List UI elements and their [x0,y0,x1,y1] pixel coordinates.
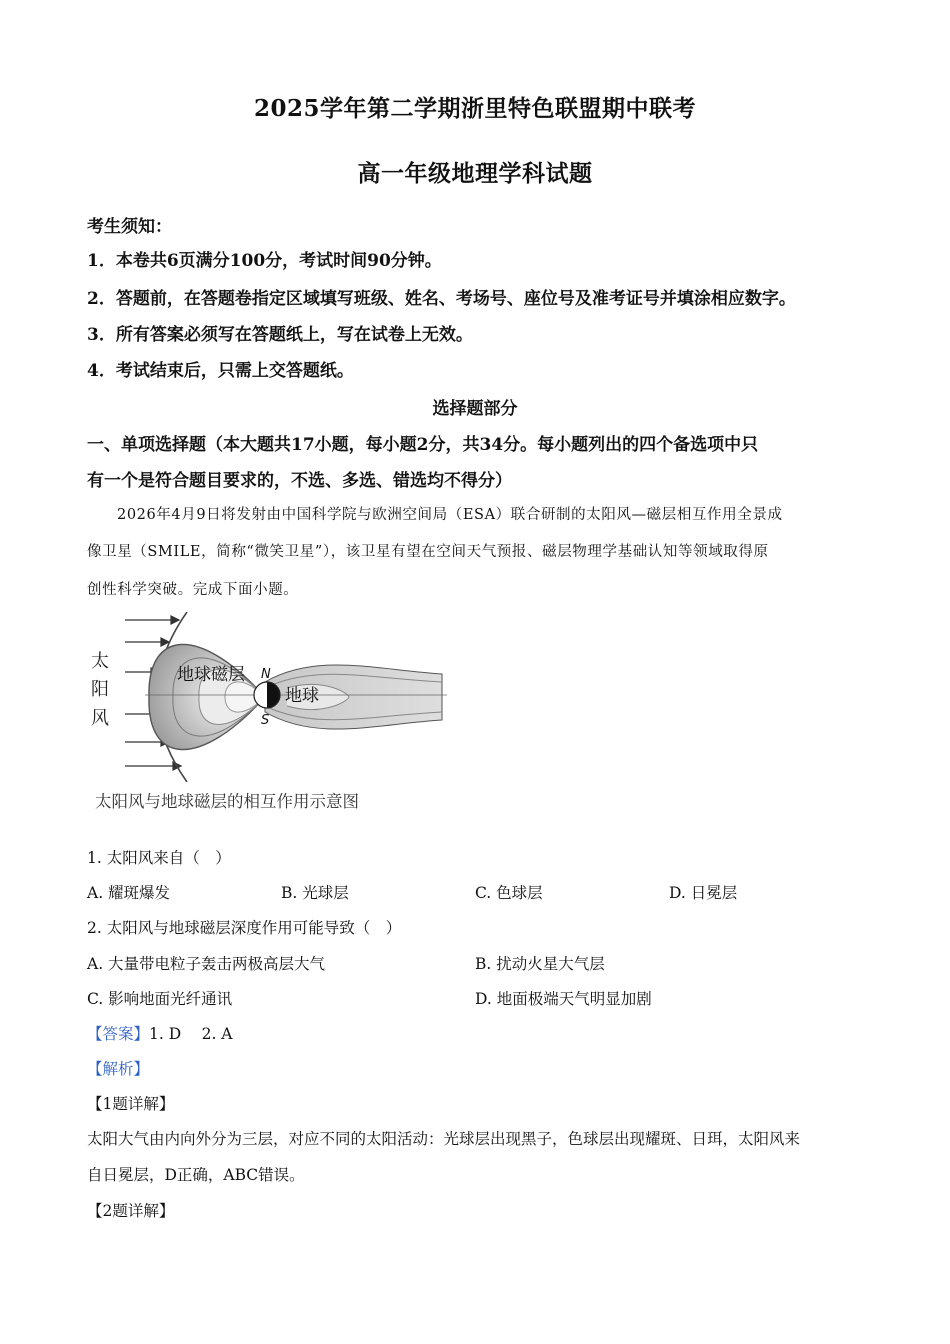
solar-wind-label: 风 [91,708,109,729]
analysis-text: 太阳大气由内向外分为三层，对应不同的太阳活动：光球层出现黑子，色球层出现耀斑、日珥，太阳风来 [87,1130,801,1148]
passage-line: 2026年4月9日将发射由中国科学院与欧洲空间局（ESA）联合研制的太阳风—磁层相互作用全景成 [117,507,783,523]
earth-label: 地球 [285,686,319,706]
magnetosphere-label: 地球磁层 [177,665,245,685]
notice-item: 4．考试结束后，只需上交答题纸。 [87,361,354,381]
q2-detail-heading: 【2题详解】 [87,1202,175,1220]
south-label: S [261,713,270,728]
passage-line: 像卫星（SMILE，简称“微笑卫星”），该卫星有望在空间天气预报、磁层物理学基础认知等领域取得原 [87,544,769,560]
section-title: 选择题部分 [432,399,518,419]
question-option: B. 光球层 [281,884,349,902]
notice-item: 3．所有答案必须写在答题纸上，写在试卷上无效。 [87,325,473,345]
question-option: C. 色球层 [475,884,543,902]
section-instruction: 一、单项选择题（本大题共17小题，每小题2分，共34分。每小题列出的四个备选项中只 [87,435,759,455]
passage-line: 创性科学突破。完成下面小题。 [87,582,299,598]
figure-caption: 太阳风与地球磁层的相互作用示意图 [95,792,359,811]
question-option: B. 扰动火星大气层 [475,955,605,973]
answer-text: 1. D 2. A [149,1025,233,1043]
question-option: D. 地面极端天气明显加剧 [475,990,652,1008]
section-instruction: 有一个是符合题目要求的，不选、多选、错选均不得分） [87,471,512,491]
question-option: C. 影响地面光纤通讯 [87,990,233,1008]
solar-wind-label: 太 [91,651,109,672]
notice-heading: 考生须知： [87,217,172,237]
analysis-label: 【解析】 [87,1060,150,1078]
q1-detail-heading: 【1题详解】 [87,1095,175,1113]
answer-line [87,1022,233,1044]
question-stem: 2. 太阳风与地球磁层深度作用可能导致（ ） [87,919,402,937]
exam-title: 2025学年第二学期浙里特色联盟期中联考 [253,95,696,122]
answer-label: 【答案】 [87,1025,150,1043]
earth-icon [254,682,280,708]
notice-item: 1．本卷共6页满分100分，考试时间90分钟。 [87,251,442,271]
north-label: N [261,667,271,682]
question-option: A. 耀斑爆发 [87,884,171,902]
question-option: A. 大量带电粒子轰击两极高层大气 [87,955,326,973]
question-option: D. 日冕层 [669,884,738,902]
analysis-text: 自日冕层，D正确，ABC错误。 [87,1166,305,1184]
exam-subtitle: 高一年级地理学科试题 [357,160,593,187]
solar-wind-label: 阳 [91,679,109,700]
magnetosphere-figure [87,612,457,786]
notice-item: 2．答题前，在答题卷指定区域填写班级、姓名、考场号、座位号及准考证号并填涂相应数字。 [87,289,796,309]
question-stem: 1. 太阳风来自（ ） [87,849,231,867]
magnetosphere-diagram [87,612,457,782]
